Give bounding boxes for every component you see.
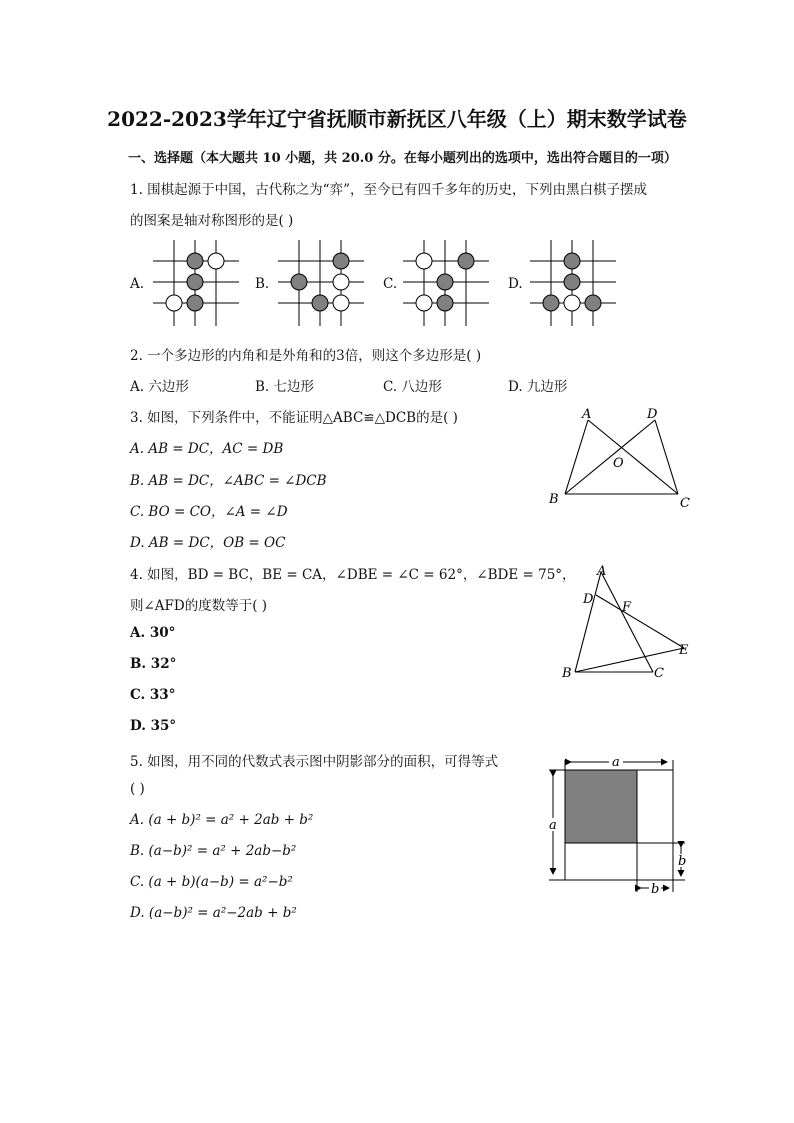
q5-label-b-right: b (678, 854, 687, 869)
q2-stem: 2. 一个多边形的内角和是外角和的3倍，则这个多边形是( ) (130, 348, 482, 364)
q1-stem-line2: 的图案是轴对称图形的是( ) (130, 213, 294, 229)
q1-option-b-label: B. (255, 276, 270, 292)
q1-figure-a (153, 240, 239, 326)
q1-option-a-label: A. (130, 276, 145, 292)
q4-label-f: F (622, 600, 632, 615)
q5-label-b-bottom: b (651, 882, 660, 897)
q4-stem-line2: 则∠AFD的度数等于( ) (130, 598, 268, 614)
q4-option-b: B. 32° (130, 656, 177, 672)
shaded-square (565, 770, 637, 843)
q3-option-b: B. AB = DC，∠ABC = ∠DCB (130, 473, 327, 489)
q2-option-c: C. 八边形 (383, 379, 442, 395)
q5-option-b: B. (a−b)² = a² + 2ab−b² (130, 843, 297, 859)
q3-option-c: C. BO = CO，∠A = ∠D (130, 504, 288, 520)
q3-label-d: D (647, 407, 658, 422)
q1-figure-b (278, 240, 364, 326)
q5-label-a-left: a (549, 818, 557, 833)
q4-label-c: C (654, 666, 664, 681)
q3-option-d: D. AB = DC，OB = OC (130, 535, 286, 551)
q3-figure (545, 404, 695, 512)
q4-label-a: A (597, 564, 607, 579)
q4-option-a: A. 30° (130, 625, 176, 641)
section-heading: 一、选择题（本大题共 10 小题，共 20.0 分。在每小题列出的选项中，选出符合题目的一项） (128, 151, 677, 166)
q3-label-a: A (582, 407, 592, 422)
q1-figure-d (530, 240, 616, 326)
q4-label-e: E (679, 643, 689, 658)
q1-option-d-label: D. (508, 276, 523, 292)
q1-figure-c (403, 240, 489, 326)
q4-label-d: D (583, 592, 594, 607)
q5-figure (543, 752, 698, 898)
q2-option-a: A. 六边形 (130, 379, 189, 395)
q5-option-a: A. (a + b)² = a² + 2ab + b² (130, 812, 314, 828)
q1-stem-line1: 1. 围棋起源于中国，古代称之为“弈”，至今已有四千多年的历史，下列由黑白棋子摆成 (130, 182, 647, 198)
q5-option-d: D. (a−b)² = a²−2ab + b² (130, 905, 297, 921)
q5-stem-line1: 5. 如图，用不同的代数式表示图中阴影部分的面积，可得等式 (130, 754, 499, 770)
q3-option-a: A. AB = DC，AC = DB (130, 441, 284, 457)
q4-figure (558, 562, 698, 684)
q5-stem-line2: ( ) (130, 781, 145, 797)
page-title: 2022-2023学年辽宁省抚顺市新抚区八年级（上）期末数学试卷 (107, 107, 687, 131)
q3-label-c: C (680, 496, 690, 511)
q3-label-b: B (549, 492, 559, 507)
q2-option-d: D. 九边形 (508, 379, 568, 395)
q2-option-b: B. 七边形 (255, 379, 315, 395)
q5-option-c: C. (a + b)(a−b) = a²−b² (130, 874, 293, 890)
q4-label-b: B (562, 666, 572, 681)
q1-option-c-label: C. (383, 276, 398, 292)
q5-label-a-top: a (612, 755, 620, 770)
q4-option-c: C. 33° (130, 687, 176, 703)
q3-stem: 3. 如图，下列条件中，不能证明△ABC≌△DCB的是( ) (130, 410, 458, 426)
q4-option-d: D. 35° (130, 718, 177, 734)
q3-label-o: O (613, 456, 624, 471)
q4-stem-line1: 4. 如图，BD = BC，BE = CA，∠DBE = ∠C = 62°，∠BDE = 75°， (130, 567, 576, 583)
